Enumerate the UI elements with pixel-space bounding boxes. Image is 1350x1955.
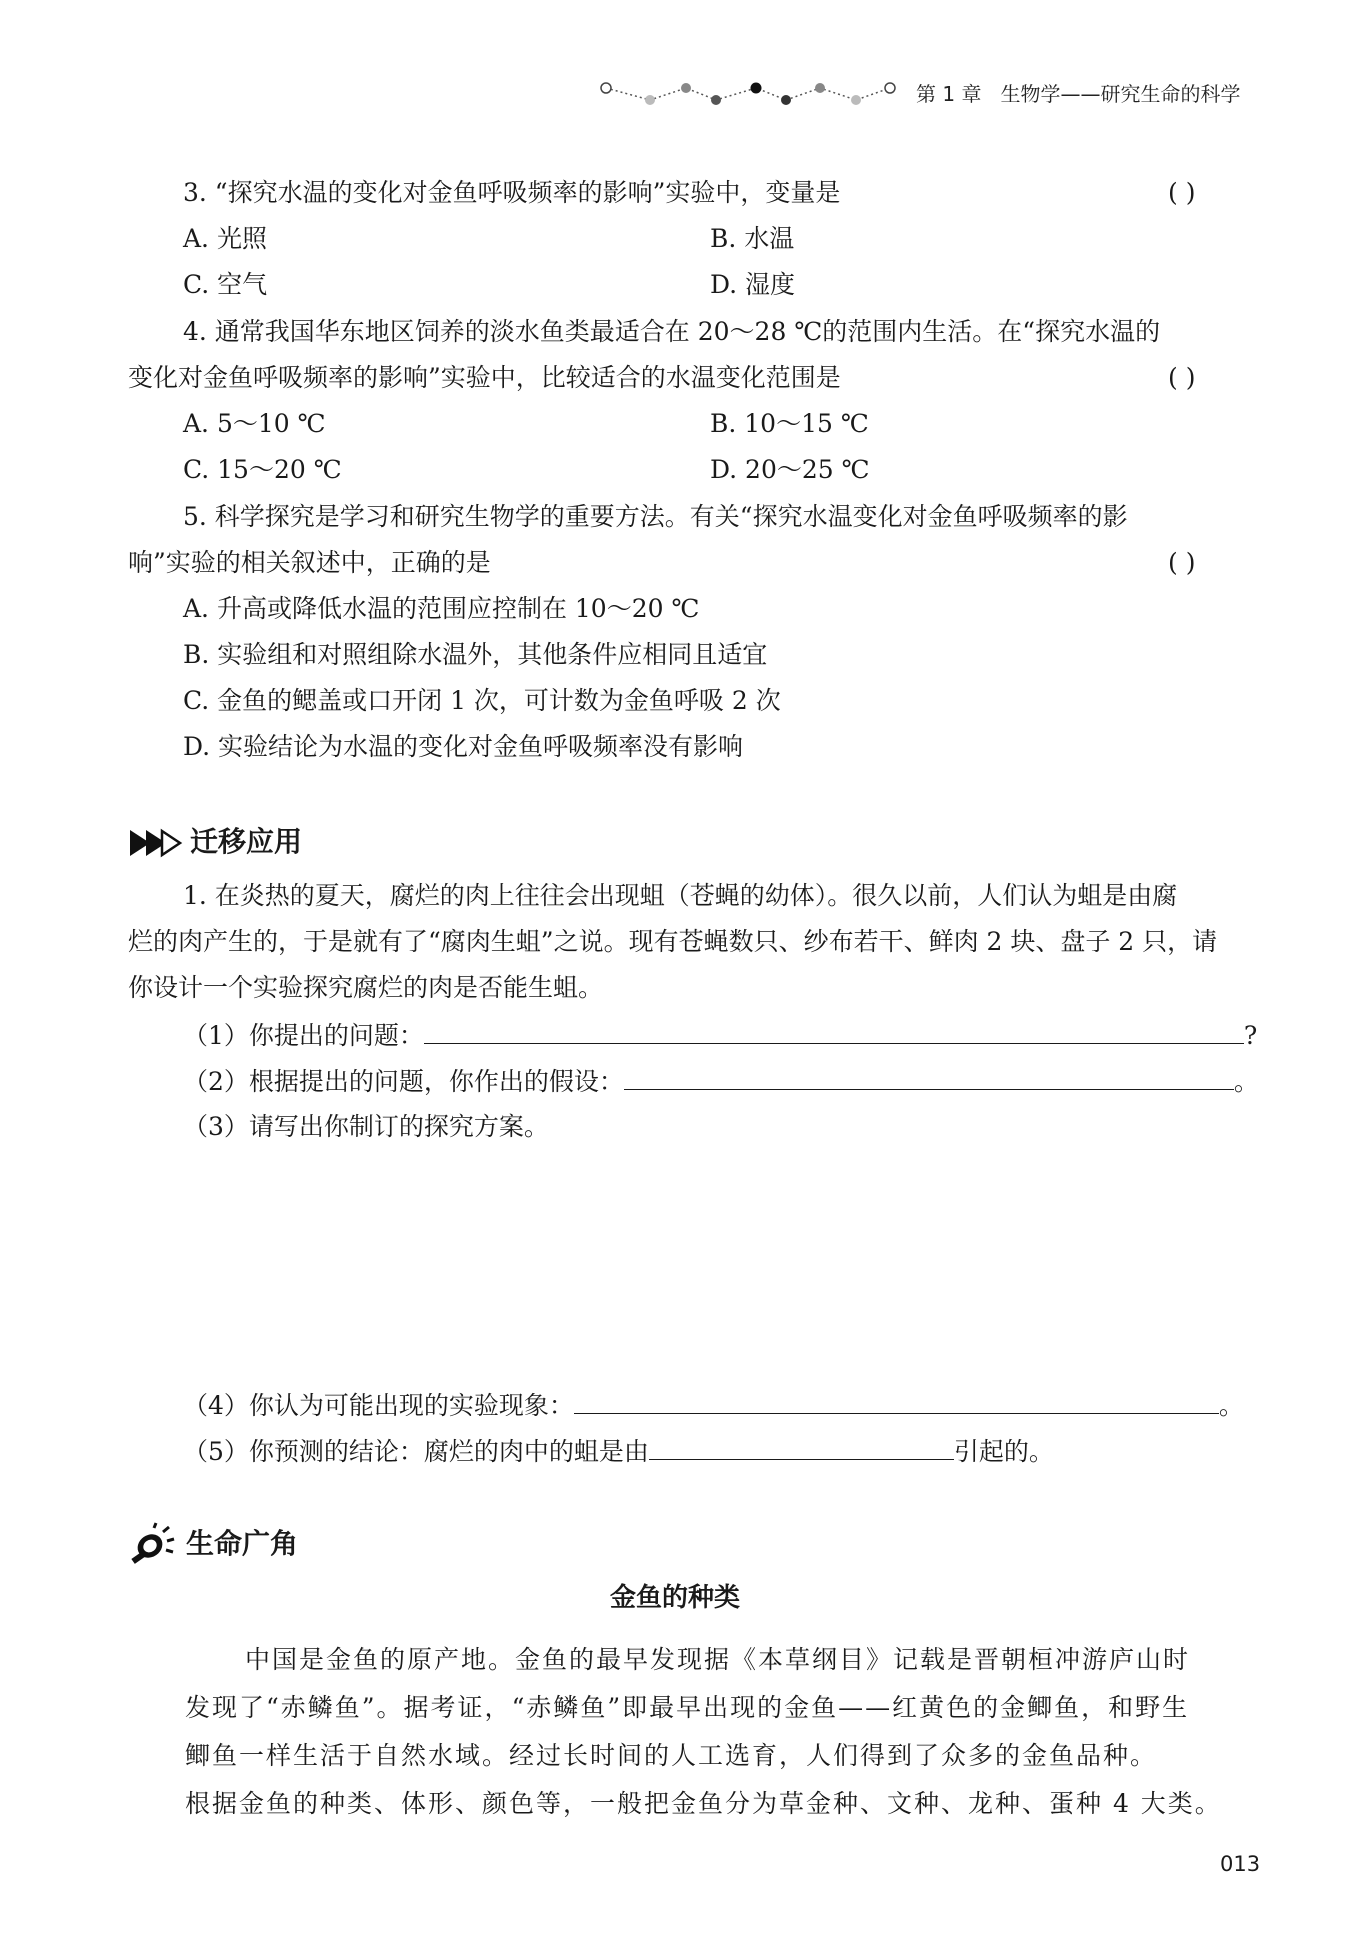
q5-option-a: A. 升高或降低水温的范围应控制在 10～20 ℃ bbox=[183, 594, 700, 623]
q5-answer-paren: ( ) bbox=[1168, 548, 1196, 577]
article-line1: 中国是金鱼的原产地。金鱼的最早发现据《本草纲目》记载是晋朝桓冲游庐山时 bbox=[245, 1645, 1191, 1674]
article-line4: 根据金鱼的种类、体形、颜色等，一般把金鱼分为草金种、文种、龙种、蛋种 4 大类。 bbox=[185, 1789, 1222, 1818]
q4-stem-line1: 4. 通常我国华东地区饲养的淡水鱼类最适合在 20～28 ℃的范围内生活。在“探究水温的 bbox=[183, 317, 1161, 346]
q4-option-a: A. 5～10 ℃ bbox=[183, 409, 326, 438]
transfer-intro-line2: 烂的肉产生的，于是就有了“腐肉生蛆”之说。现有苍蝇数只、纱布若干、鲜肉 2 块、盘子 2 只，请 bbox=[128, 927, 1218, 956]
double-arrow-icon bbox=[128, 827, 186, 859]
hypothesis-answer-blank[interactable] bbox=[624, 1063, 1234, 1090]
q5-stem-line2: 响”实验的相关叙述中，正确的是 bbox=[128, 548, 491, 577]
q4-answer-paren: ( ) bbox=[1168, 363, 1196, 392]
transfer-part2 bbox=[183, 1063, 1259, 1100]
section-title-corner: 生命广角 bbox=[186, 1527, 299, 1560]
header-chapter: 第 1 章 bbox=[916, 82, 982, 106]
page-number: 013 bbox=[1220, 1852, 1261, 1876]
running-header bbox=[916, 80, 1241, 108]
part2-label: （2）根据提出的问题，你作出的假设： bbox=[183, 1067, 624, 1096]
question-answer-blank[interactable] bbox=[424, 1017, 1244, 1044]
q3-answer-paren: ( ) bbox=[1168, 178, 1196, 207]
q3-option-d: D. 湿度 bbox=[710, 270, 796, 299]
article-title: 金鱼的种类 bbox=[609, 1583, 740, 1613]
q4-option-b: B. 10～15 ℃ bbox=[710, 409, 869, 438]
transfer-intro-line3: 你设计一个实验探究腐烂的肉是否能生蛆。 bbox=[128, 973, 604, 1002]
section-title-transfer: 迁移应用 bbox=[190, 825, 303, 858]
q3-stem: 3. “探究水温的变化对金鱼呼吸频率的影响”实验中，变量是 bbox=[183, 178, 841, 207]
part5-label: （5）你预测的结论：腐烂的肉中的蛆是由 bbox=[183, 1437, 649, 1466]
q5-option-d: D. 实验结论为水温的变化对金鱼呼吸频率没有影响 bbox=[183, 732, 744, 761]
q4-option-c: C. 15～20 ℃ bbox=[183, 455, 342, 484]
q5-stem-line1: 5. 科学探究是学习和研究生物学的重要方法。有关“探究水温变化对金鱼呼吸频率的影 bbox=[183, 502, 1128, 531]
q5-option-b: B. 实验组和对照组除水温外，其他条件应相同且适宜 bbox=[183, 640, 768, 669]
transfer-part5 bbox=[183, 1433, 1054, 1470]
header-title: 生物学——研究生命的科学 bbox=[1000, 82, 1241, 106]
q3-option-b: B. 水温 bbox=[710, 224, 795, 253]
part2-end: 。 bbox=[1233, 1067, 1259, 1096]
part5-end: 引起的。 bbox=[953, 1437, 1054, 1466]
q3-option-c: C. 空气 bbox=[183, 270, 268, 299]
part4-end: 。 bbox=[1218, 1391, 1244, 1420]
q5-option-c: C. 金鱼的鳃盖或口开闭 1 次，可计数为金鱼呼吸 2 次 bbox=[183, 686, 781, 715]
conclusion-answer-blank[interactable] bbox=[649, 1433, 954, 1460]
lightbulb-icon bbox=[128, 1522, 178, 1564]
transfer-part1 bbox=[183, 1017, 1257, 1054]
part1-end: ? bbox=[1243, 1021, 1258, 1050]
plan-answer-area[interactable] bbox=[183, 1150, 1233, 1370]
q4-stem-line2: 变化对金鱼呼吸频率的影响”实验中，比较适合的水温变化范围是 bbox=[128, 363, 841, 392]
q3-option-a: A. 光照 bbox=[183, 224, 267, 253]
part4-label: （4）你认为可能出现的实验现象： bbox=[183, 1391, 574, 1420]
transfer-part4 bbox=[183, 1387, 1244, 1424]
article-line2: 发现了“赤鳞鱼”。据考证，“赤鳞鱼”即最早出现的金鱼——红黄色的金鲫鱼，和野生 bbox=[185, 1693, 1190, 1722]
q4-option-d: D. 20～25 ℃ bbox=[710, 455, 870, 484]
phenomenon-answer-blank[interactable] bbox=[574, 1387, 1219, 1414]
article-line3: 鲫鱼一样生活于自然水域。经过长时间的人工选育，人们得到了众多的金鱼品种。 bbox=[185, 1741, 1158, 1770]
part1-label: （1）你提出的问题： bbox=[183, 1021, 424, 1050]
transfer-intro-line1: 1. 在炎热的夏天，腐烂的肉上往往会出现蛆（苍蝇的幼体）。很久以前，人们认为蛆是由腐 bbox=[183, 881, 1178, 910]
header-dot-chain bbox=[600, 76, 900, 112]
transfer-part3: （3）请写出你制订的探究方案。 bbox=[183, 1112, 549, 1141]
